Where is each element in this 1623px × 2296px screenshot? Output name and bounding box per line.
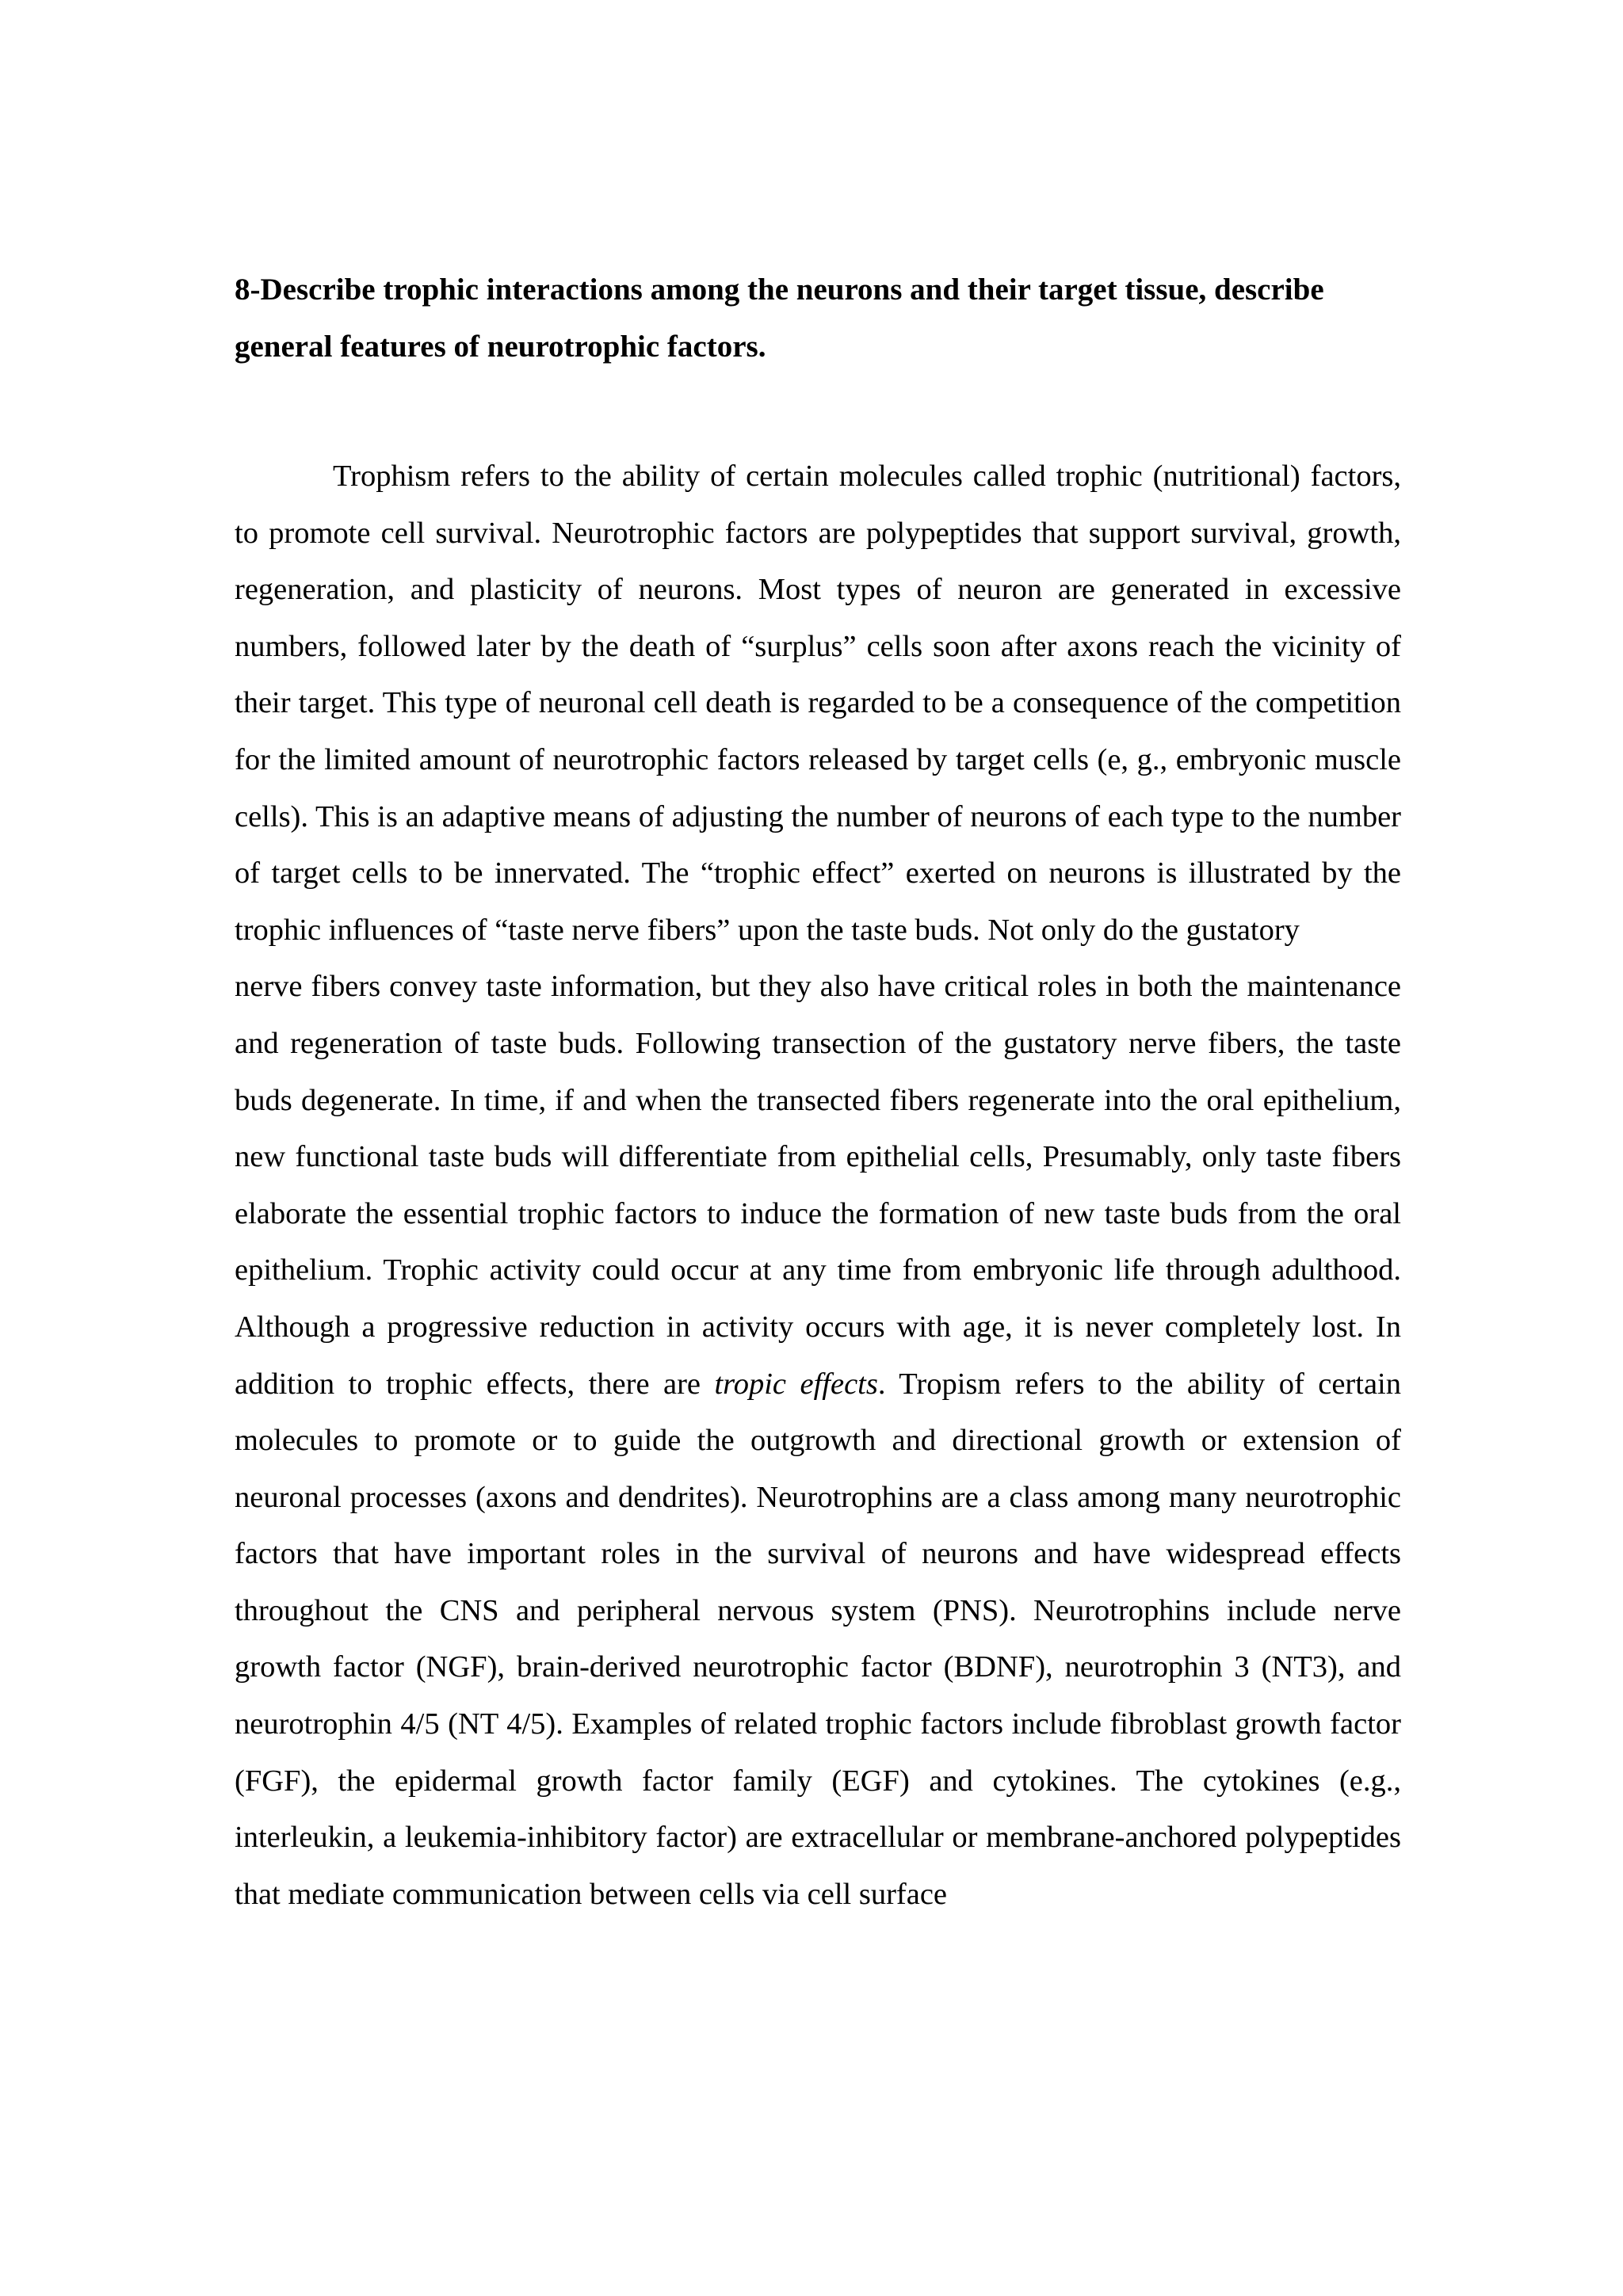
question-heading: 8-Describe trophic interactions among the neurons and their target tissue, describe general features of neurotrophic factors. bbox=[235, 273, 1324, 364]
paragraph-trophism: Trophism refers to the ability of certain molecules called trophic (nutritional) factors, to promote cell survival. Neurotrophic factors are polypeptides that support survival, growth, regeneration, and plasticity of neurons. Most types of neuron are generated in excessive numbers, followed later by the death of “surplus” cells soon after axons reach the vicinity of their target. This type of neuronal cell death is regarded to be a consequence of the competition for the limited amount of neurotrophic factors released by target cells (e, g., embryonic muscle cells). This is an adaptive means of adjusting the number of neurons of each type to the number of target cells to be innervated. The “trophic effect” exerted on neurons is illustrated by the trophic influences of “taste nerve fibers” upon the taste buds. Not only do the gustatory bbox=[235, 460, 1401, 947]
body-text bbox=[235, 448, 1401, 1923]
italic-term-tropic-effects: tropic effects bbox=[714, 1367, 878, 1401]
paragraph-gustatory-fibers bbox=[235, 959, 1401, 1923]
paragraph-text-before-italic: nerve fibers convey taste information, but they also have critical roles in both the maintenance and regeneration of taste buds. Following transection of the gustatory nerve fibers, the taste buds degenerate. In time, if and when the transected fibers regenerate into the oral epithelium, new functional taste buds will differentiate from epithelial cells, Presumably, only taste fibers elaborate the essential trophic factors to induce the formation of new taste buds from the oral epithelium. Trophic activity could occur at any time from embryonic life through adulthood. Although a progressive reduction in activity occurs with age, it is never completely lost. In addition to trophic effects, there are bbox=[235, 970, 1401, 1401]
paragraph-text-after-italic: . Tropism refers to the ability of certain molecules to promote or to guide the outgrowth and directional growth or extension of neuronal processes (axons and dendrites). Neurotrophins are a class among many neurotrophic factors that have important roles in the survival of neurons and have widespread effects throughout the CNS and peripheral nervous system (PNS). Neurotrophins include nerve growth factor (NGF), brain-derived neurotrophic factor (BDNF), neurotrophin 3 (NT3), and neurotrophin 4/5 (NT 4/5). Examples of related trophic factors include fibroblast growth factor (FGF), the epidermal growth factor family (EGF) and cytokines. The cytokines (e.g., interleukin, a leukemia-inhibitory factor) are extracellular or membrane-anchored polypeptides that mediate communication between cells via cell surface bbox=[235, 1367, 1401, 1911]
